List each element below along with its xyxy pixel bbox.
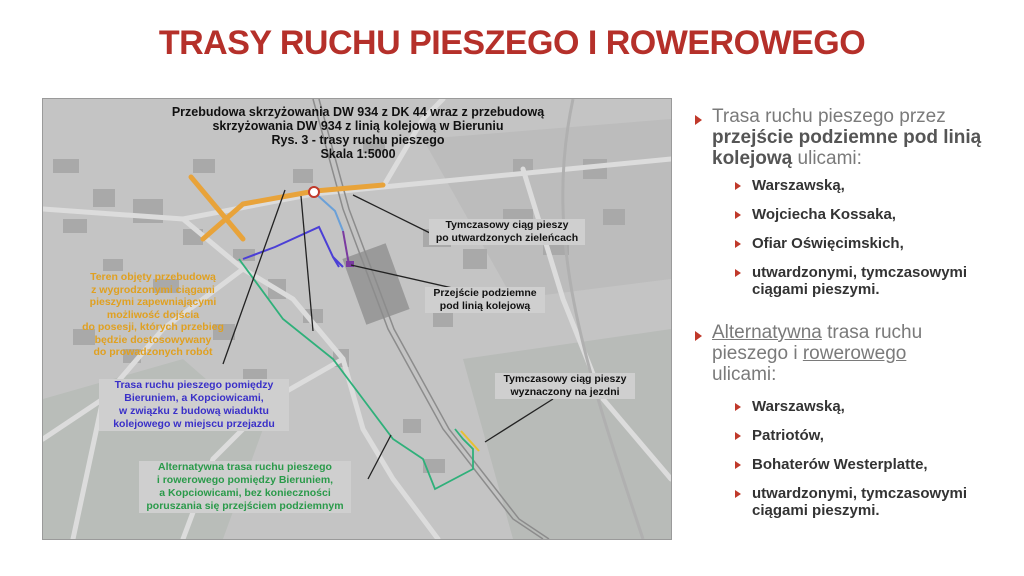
map-header-line2: skrzyżowania DW 934 z linią kolejową w Bieruniu [212, 119, 504, 133]
route-map [42, 98, 672, 540]
map-header [125, 105, 591, 161]
label-line: do prowadzonych robót [93, 346, 213, 358]
label-line: Tymczasowy ciąg pieszy [445, 219, 569, 231]
bullet-triangle-icon [695, 331, 702, 341]
label-line: z wygrodzonymi ciągami [91, 283, 215, 296]
sub-item: Ofiar Oświęcimskich, [752, 235, 904, 252]
sub-item: Warszawską, [752, 177, 845, 194]
label-line: w związku z budową wiaduktu [119, 405, 269, 417]
bullet-text: Trasa ruchu pieszego przez [712, 106, 946, 127]
label-temp-path-green [429, 219, 585, 245]
label-line: Alternatywna trasa ruchu pieszego [158, 461, 332, 473]
bullet-alternative-route [712, 322, 962, 385]
sub-bullet-triangle-icon [735, 461, 741, 469]
bullet-triangle-icon [695, 115, 702, 125]
label-line: poruszania się przejściem podziemnym [146, 500, 344, 512]
label-line: Przejście podziemne [433, 287, 537, 299]
label-line: kolejowego w miejscu przejazdu [113, 418, 275, 430]
sub-bullet-triangle-icon [735, 182, 741, 190]
label-route-green [139, 461, 351, 513]
bullet-text: ulicami: [712, 364, 777, 385]
label-line: Trasa ruchu pieszego pomiędzy [114, 379, 274, 391]
label-line: pod linią kolejową [439, 300, 531, 312]
label-line: Bieruniem, a Kopciowicami, [124, 392, 264, 404]
label-line: Tymczasowy ciąg pieszy [503, 373, 627, 385]
sub-item: Patriotów, [752, 427, 824, 444]
label-line: i rowerowego pomiędzy Bieruniem, [156, 474, 334, 486]
bullet-text: ulicami: [797, 148, 862, 169]
sub-item: Bohaterów Westerplatte, [752, 456, 928, 473]
map-header-line1: Przebudowa skrzyżowania DW 934 z DK 44 wraz z przebudową [171, 105, 545, 119]
sub-item: utwardzonymi, tymczasowymi ciągami pieszymi. [752, 264, 968, 298]
label-line: możliwość dojścia [106, 308, 200, 321]
label-underpass [425, 287, 545, 313]
label-line: Teren objęty przebudową [90, 271, 216, 283]
sub-item: Warszawską, [752, 398, 845, 415]
label-line: a Kopciowicami, bez konieczności [159, 487, 331, 499]
label-line: będzie dostosowywany [94, 333, 212, 346]
map-header-line4: Skala 1:5000 [320, 147, 396, 161]
sub-bullet-triangle-icon [735, 269, 741, 277]
label-temp-path-road [495, 373, 635, 399]
bullet-text: trasa ruchu pieszego i [712, 322, 923, 364]
bullet-underlined-text: Alternatywna [712, 322, 822, 343]
bullet-underpass-route [712, 106, 992, 169]
bullet-underlined-text: rowerowego [802, 343, 907, 364]
sub-bullet-triangle-icon [735, 432, 741, 440]
sub-item: Wojciecha Kossaka, [752, 206, 896, 223]
label-line: po utwardzonych zieleńcach [435, 232, 579, 244]
sub-bullet-triangle-icon [735, 211, 741, 219]
bullet-bold-text: przejście podziemne pod linią kolejową [712, 127, 982, 169]
label-construction-area [63, 271, 243, 359]
sub-bullet-triangle-icon [735, 403, 741, 411]
label-line: pieszymi zapewniającymi [89, 296, 217, 308]
label-line: wyznaczony na jezdni [510, 386, 620, 398]
sub-bullet-triangle-icon [735, 240, 741, 248]
map-header-line3: Rys. 3 - trasy ruchu pieszego [271, 133, 445, 147]
label-line: do posesji, których przebieg [82, 321, 224, 333]
slide-title: TRASY RUCHU PIESZEGO I ROWEROWEGO [158, 24, 866, 62]
label-route-blue [99, 379, 289, 431]
sub-bullet-triangle-icon [735, 490, 741, 498]
sub-item: utwardzonymi, tymczasowymi ciągami pieszymi. [752, 485, 968, 519]
